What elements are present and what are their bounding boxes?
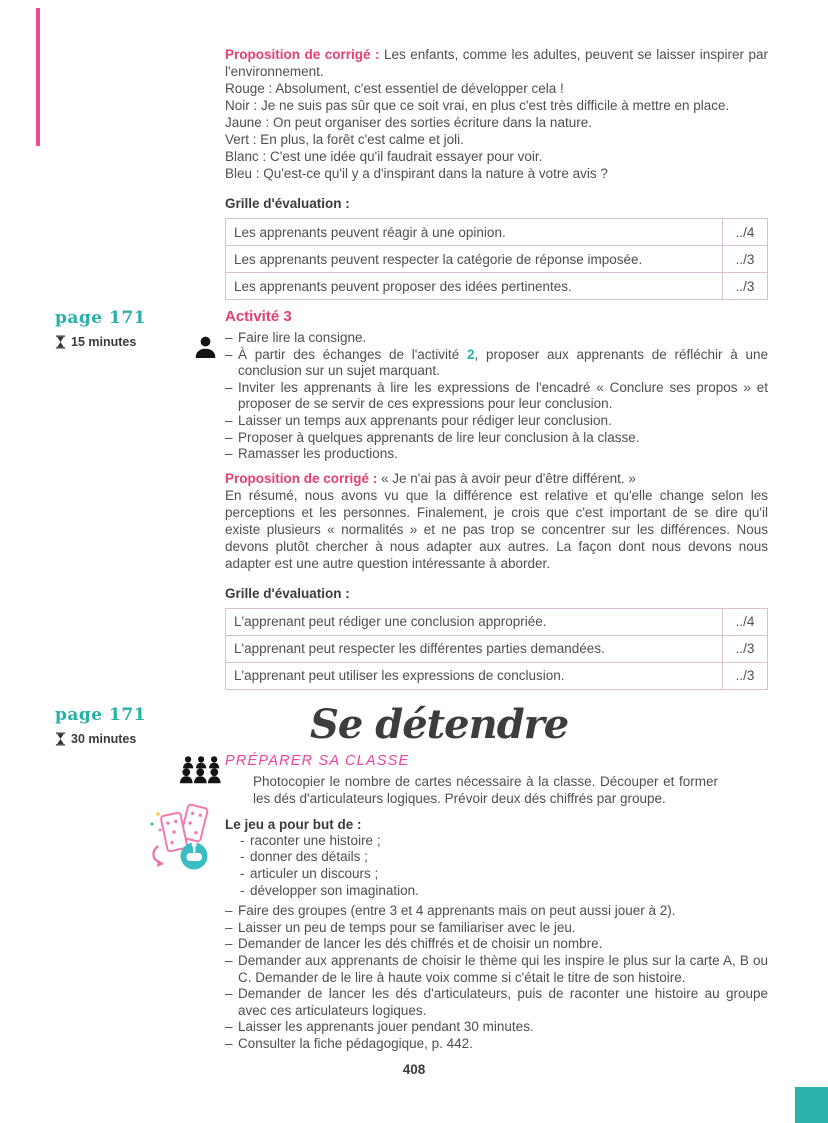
proposition-body: En résumé, nous avons vu que la différence est relative et qu'elle change selon les perceptions et les personnes. Finalement, je crois que c'est important de se dire qu'il existe plusieurs « normalités » et ne pas trop se concentrer sur les différences. Nous devons plutôt chercher à nous adapter aux autres. La façon dont nous devons nous adapter est une autre question intéressante à aborder. bbox=[225, 487, 768, 571]
duration-label: 15 minutes bbox=[71, 335, 137, 349]
list-item: – À partir des échanges de l'activité 2, proposer aux apprenants de réfléchir à une conclusion sur un sujet marquant. bbox=[225, 346, 768, 379]
answer-line: Bleu : Qu'est-ce qu'il y a d'inspirant dans la nature à votre avis ? bbox=[225, 166, 608, 181]
criterion-cell: L'apprenant peut rédiger une conclusion appropriée. bbox=[226, 608, 723, 635]
bullet-dash: – bbox=[225, 446, 233, 462]
list-item: – Inviter les apprenants à lire les expressions de l'encadré « Conclure ses propos » et proposer de se servir de ces expressions pour leur conclusion. bbox=[225, 379, 768, 412]
page-edge-tab-teal bbox=[795, 1087, 828, 1123]
page-edge-tab-pink bbox=[36, 8, 40, 146]
proposition-label: Proposition de corrigé : bbox=[225, 47, 380, 62]
goal-item: - articuler un discours ; bbox=[240, 865, 379, 881]
answer-line: Blanc : C'est une idée qu'il faudrait essayer pour voir. bbox=[225, 149, 543, 164]
proposition-paragraph bbox=[225, 470, 768, 487]
answer-line: Vert : En plus, la forêt c'est calme et joli. bbox=[225, 132, 464, 147]
list-item: – Laisser un peu de temps pour se familiariser avec le jeu. bbox=[225, 919, 576, 935]
list-item: – Faire lire la consigne. bbox=[225, 330, 367, 345]
page-ref: page 171 bbox=[55, 308, 147, 328]
hourglass-icon bbox=[55, 732, 66, 746]
game-cards-icon bbox=[146, 800, 224, 887]
score-cell: ../3 bbox=[723, 273, 768, 300]
list-item: – Faire des groupes (entre 3 et 4 apprenants mais on peut aussi jouer à 2). bbox=[225, 903, 676, 919]
bullet-dash: – bbox=[225, 330, 233, 345]
duration-label: 30 minutes bbox=[71, 732, 137, 746]
table-row bbox=[226, 246, 768, 273]
list-item: – Laisser les apprenants jouer pendant 30 minutes. bbox=[225, 1019, 534, 1035]
game-goal-label: Le jeu a pour but de : bbox=[225, 816, 362, 832]
evaluation-table bbox=[225, 218, 768, 300]
duration bbox=[55, 335, 205, 349]
list-item: – Demander aux apprenants de choisir le thème qui les inspire le plus sur la carte A, B ou C. Demander de le lire à haute voix comme si c'était le titre de son histoire. bbox=[225, 952, 768, 985]
proposition-quote: « Je n'ai pas à avoir peur d'être différent. » bbox=[381, 470, 636, 486]
person-icon bbox=[195, 336, 216, 364]
prepare-sa-classe-heading: PRÉPARER SA CLASSE bbox=[225, 752, 410, 769]
proposition-intro: Les enfants, comme les adultes, peuvent se laisser inspirer par l'environnement. bbox=[225, 47, 768, 79]
score-cell: ../3 bbox=[723, 662, 768, 689]
goal-item: - développer son imagination. bbox=[240, 882, 419, 898]
answer-line: Jaune : On peut organiser des sorties écriture dans la nature. bbox=[225, 115, 592, 130]
goal-item: - donner des détails ; bbox=[240, 849, 368, 865]
group-icon bbox=[180, 756, 224, 799]
table-row bbox=[226, 608, 768, 635]
criterion-cell: Les apprenants peuvent réagir à une opinion. bbox=[226, 219, 723, 246]
main-content bbox=[225, 46, 768, 1052]
duration bbox=[55, 732, 205, 746]
activity-ref: 2 bbox=[467, 346, 475, 362]
table-row bbox=[226, 219, 768, 246]
score-cell: ../4 bbox=[723, 608, 768, 635]
criterion-cell: Les apprenants peuvent respecter la catégorie de réponse imposée. bbox=[226, 246, 723, 273]
list-item: – Proposer à quelques apprenants de lire leur conclusion à la classe. bbox=[225, 429, 640, 445]
activity-title: Activité 3 bbox=[225, 308, 292, 325]
activity-steps bbox=[225, 330, 768, 463]
game-steps bbox=[225, 903, 768, 1052]
page-number: 408 bbox=[402, 1062, 426, 1077]
bullet-dash: – bbox=[225, 429, 233, 445]
evaluation-table bbox=[225, 608, 768, 690]
criterion-cell: Les apprenants peuvent proposer des idées pertinentes. bbox=[226, 273, 723, 300]
answer-line: Rouge : Absolument, c'est essentiel de développer cela ! bbox=[225, 81, 564, 96]
criterion-cell: L'apprenant peut respecter les différentes parties demandées. bbox=[226, 635, 723, 662]
prepare-text: Photocopier le nombre de cartes nécessaire à la classe. Découper et former les dés d'articulateurs logiques. Prévoir deux dés chiffrés par groupe. bbox=[253, 773, 718, 806]
proposition-label: Proposition de corrigé : bbox=[225, 470, 378, 486]
section-title-se-detendre: Se détendre bbox=[310, 700, 569, 748]
score-cell: ../4 bbox=[723, 219, 768, 246]
list-item: – Laisser un temps aux apprenants pour rédiger leur conclusion. bbox=[225, 412, 612, 428]
sidebar-activity3 bbox=[55, 308, 205, 349]
hourglass-icon bbox=[55, 335, 66, 349]
score-cell: ../3 bbox=[723, 246, 768, 273]
score-cell: ../3 bbox=[723, 635, 768, 662]
goal-item: - raconter une histoire ; bbox=[240, 832, 381, 848]
sidebar-se-detendre bbox=[55, 705, 205, 746]
list-item: – Demander de lancer les dés d'articulateurs, puis de raconter une histoire au groupe avec ces articulateurs logiques. bbox=[225, 986, 768, 1018]
bullet-dash: – bbox=[225, 346, 233, 362]
table-row bbox=[226, 273, 768, 300]
table-row bbox=[226, 662, 768, 689]
criterion-cell: L'apprenant peut utiliser les expressions de conclusion. bbox=[226, 662, 723, 689]
answer-line: Noir : Je ne suis pas sûr que ce soit vrai, en plus c'est très difficile à mettre en place. bbox=[225, 98, 730, 113]
bullet-dash: – bbox=[225, 412, 233, 428]
list-item: – Ramasser les productions. bbox=[225, 446, 398, 462]
page-ref: page 171 bbox=[55, 705, 147, 725]
bullet-dash: – bbox=[225, 379, 233, 395]
proposition-paragraph bbox=[225, 46, 768, 80]
grille-evaluation-label: Grille d'évaluation : bbox=[225, 196, 350, 211]
grille-evaluation-label: Grille d'évaluation : bbox=[225, 585, 350, 601]
table-row bbox=[226, 635, 768, 662]
list-item: – Consulter la fiche pédagogique, p. 442. bbox=[225, 1035, 473, 1051]
list-item: – Demander de lancer les dés chiffrés et de choisir un nombre. bbox=[225, 936, 603, 952]
